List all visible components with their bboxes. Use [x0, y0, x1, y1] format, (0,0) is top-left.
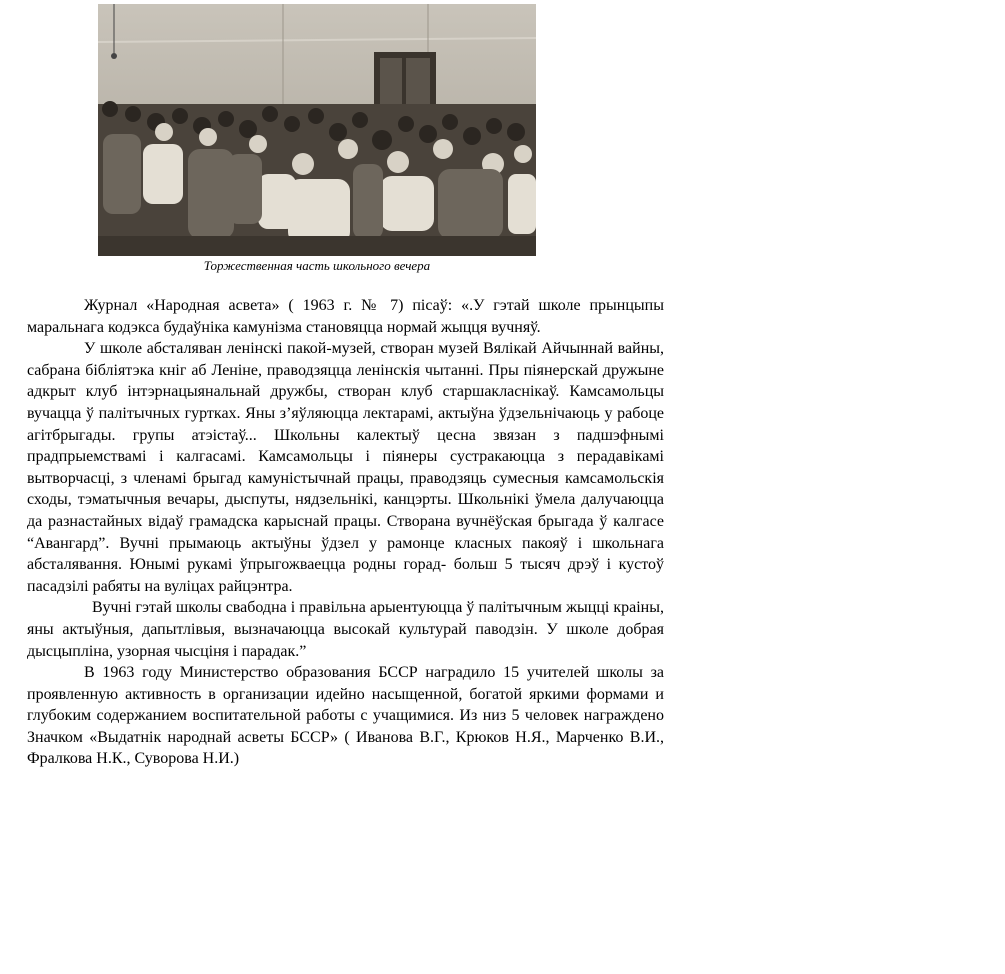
paragraph: В 1963 году Министерство образования БССР наградило 15 учителей школы за проявленную активность в организации идейно насыщенной, богатой яркими формами и глубоким содержанием воспитательной работы с учащимися. Из низ 5 человек награждено Значком «Выдатнік народнай асветы БССР» ( Иванова В.Г., Крюков Н.Я., Марченко В.И., Фралкова Н.К., Суворова Н.И.) — [27, 664, 664, 768]
school-assembly-photo — [98, 4, 536, 256]
paragraph: Вучні гэтай школы свабодна і правільна арыентуюцца ў палітычным жыцці краіны, яны актыўныя, дапытлівыя, вызначаюцца высокай культурай паводзін. У школе добрая дысцыпліна, узорная чысціня і парадак.” — [27, 599, 664, 660]
article-body — [27, 295, 664, 770]
paragraph: Журнал «Народная асвета» ( 1963 г. № 7) пісаў: «.У гэтай школе прынцыпы маральнага кодэкса будаўніка камунізма становяцца нормай жыцця вучняў. — [27, 297, 664, 336]
photo-caption: Торжественная часть школьного вечера — [203, 258, 431, 273]
paragraph: У школе абсталяван ленінскі пакой-музей, створан музей Вялікай Айчыннай вайны, сабрана бібліятэка кніг аб Леніне, праводзяцца ленінскія чытанні. Пры піянерскай дружыне адкрыт клуб інтэрнацыянальнай дружбы, створан клуб старшакласнікаў. Камсамольцы вучацца ў палітычных гуртках. Яны з’яўляюцца лектарамі, актыўна ўдзельнічаюць у рабоце агітбрыгады. групы атэістаў... Школьны калектыў цесна звязан з падшэфнымі прадпрыемствамі і калгасамі. Камсамольцы і піянеры сустракаюцца з перадавікамі вытворчасці, з членамі брыгад камуністычнай працы, праводзяць сумесныя камсамольскія сходы, тэматычныя вечары, дыспуты, нядзельнікі, канцэрты. Школьнікі ўмела далучаюцца да разнастайных відаў грамадска карыснай працы. Створана вучнёўская брыгада ў калгасе “Авангард”. Вучні прымаюць актыўны ўдзел у рамонце класных пакояў і школьнага абсталявання. Юнымі рукамі ўпрыгожваецца родны горад- больш 5 тысяч дрэў і кустоў пасадзілі рабяты на вуліцах райцэнтра. — [27, 340, 664, 595]
